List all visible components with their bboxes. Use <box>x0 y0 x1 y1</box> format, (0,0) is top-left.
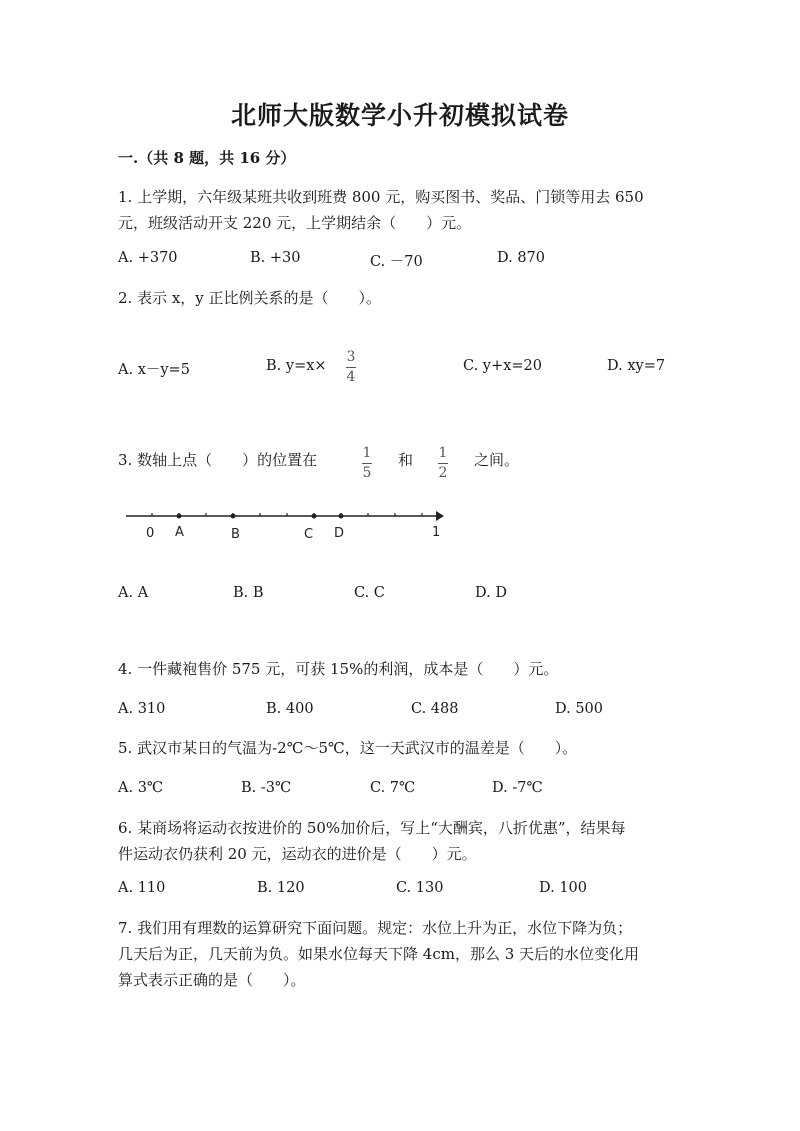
page-title: 北师大版数学小升初模拟试卷 <box>230 101 569 130</box>
number-line-label-1: 1 <box>432 525 441 540</box>
number-line-label-b: B <box>231 527 240 542</box>
question-text-line: 1. 上学期，六年级某班共收到班费 800 元，购买图书、奖品、门锁等用去 650 <box>118 188 644 206</box>
option-d: D. -7℃ <box>492 780 543 796</box>
question-4 <box>118 656 558 682</box>
option-d: D. 870 <box>497 250 546 266</box>
question-text-line: 元，班级活动开支 220 元，上学期结余（ ）元。 <box>118 214 472 232</box>
option-b: B. 400 <box>266 701 314 717</box>
question-text-line: 6. 某商场将运动衣按进价的 50%加价后，写上“大酬宾，八折优惠”，结果每 <box>118 819 626 837</box>
section-heading: 一.（共 8 题，共 16 分） <box>118 149 296 167</box>
option-d: D. D <box>475 585 507 601</box>
question-7 <box>118 915 639 993</box>
option-c: C. －70 <box>370 254 423 270</box>
option-c: C. C <box>354 585 385 601</box>
option-c: C. 130 <box>396 880 444 896</box>
fraction-denominator: 2 <box>438 465 448 481</box>
question-text-line: 4. 一件藏袍售价 575 元，可获 15%的利润，成本是（ ）元。 <box>118 660 559 678</box>
number-line-label-a: A <box>175 525 184 540</box>
fraction <box>438 446 448 481</box>
question-text-line: 2. 表示 x，y 正比例关系的是（ ）。 <box>118 289 382 307</box>
fraction-denominator: 5 <box>362 465 372 481</box>
arrow-icon <box>436 511 444 521</box>
fraction-bar <box>362 463 372 464</box>
option-d: D. 500 <box>555 701 604 717</box>
fraction-bar <box>438 463 448 464</box>
fraction-numerator: 1 <box>362 445 372 461</box>
question-text-line: 几天后为正，几天前为负。如果水位每天下降 4cm，那么 3 天后的水位变化用 <box>118 945 640 963</box>
option-a: A. 3℃ <box>118 780 164 796</box>
question-text-line: 算式表示正确的是（ ）。 <box>118 971 306 989</box>
option-a: A. A <box>118 585 149 601</box>
point-a-dot <box>177 514 182 519</box>
fraction-numerator: 1 <box>438 445 448 461</box>
question-3-suffix: 之间。 <box>474 451 520 469</box>
question-text-line: 5. 武汉市某日的气温为-2℃～5℃，这一天武汉市的温差是（ ）。 <box>118 739 578 757</box>
fraction-numerator: 3 <box>346 349 356 365</box>
question-5 <box>118 735 577 761</box>
option-c: C. y+x=20 <box>463 358 542 374</box>
question-1 <box>118 184 644 236</box>
fraction <box>346 350 356 385</box>
number-line <box>118 505 458 525</box>
point-b-dot <box>231 514 236 519</box>
option-a: A. x－y=5 <box>118 362 190 378</box>
point-d-dot <box>339 514 344 519</box>
question-3-prefix: 3. 数轴上点（ ）的位置在 <box>118 451 318 469</box>
option-d: D. 100 <box>539 880 588 896</box>
fraction-denominator: 4 <box>346 369 356 385</box>
option-b: B. B <box>233 585 264 601</box>
option-c: C. 7℃ <box>370 780 416 796</box>
option-a: A. 310 <box>118 701 166 717</box>
point-c-dot <box>312 514 317 519</box>
question-6 <box>118 815 626 867</box>
fraction <box>362 446 372 481</box>
option-b: B. y=x× <box>266 358 327 374</box>
question-2 <box>118 285 381 311</box>
option-d: D. xy=7 <box>607 358 666 374</box>
option-c: C. 488 <box>411 701 459 717</box>
question-text-line: 7. 我们用有理数的运算研究下面问题。规定：水位上升为正，水位下降为负； <box>118 919 633 937</box>
option-b: B. +30 <box>250 250 301 266</box>
question-3-mid: 和 <box>398 451 414 469</box>
fraction-bar <box>346 367 356 368</box>
number-line-label-c: C <box>304 527 314 542</box>
option-b: B. -3℃ <box>241 780 292 796</box>
number-line-label-0: 0 <box>146 526 155 541</box>
option-b: B. 120 <box>257 880 305 896</box>
number-line-label-d: D <box>334 526 345 541</box>
option-a: A. 110 <box>118 880 166 896</box>
option-a: A. +370 <box>118 250 178 266</box>
question-text-line: 件运动衣仍获利 20 元，运动衣的进价是（ ）元。 <box>118 845 477 863</box>
